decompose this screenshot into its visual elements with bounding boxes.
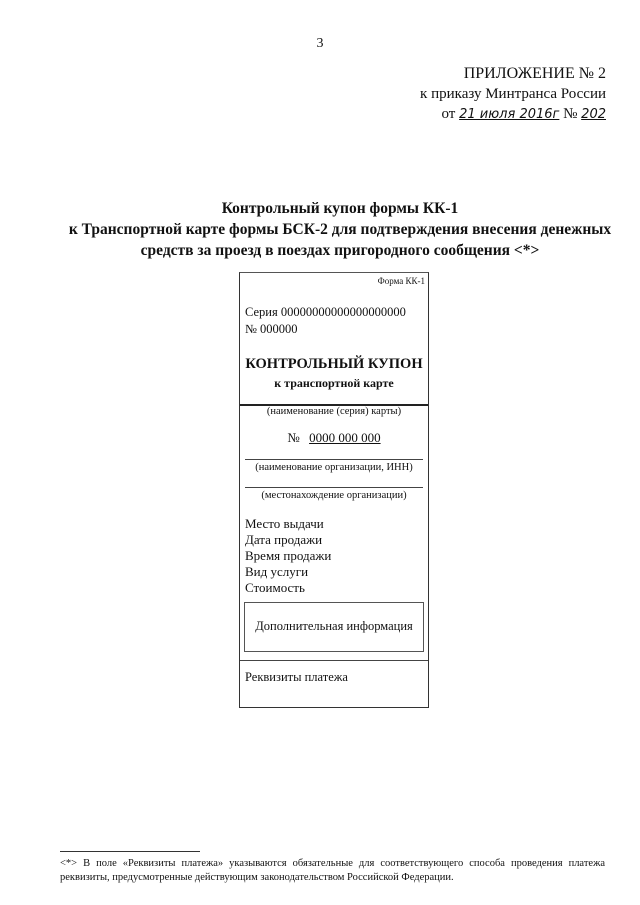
field-issue-place: Место выдачи: [245, 516, 324, 531]
footnote: <*> В поле «Реквизиты платежа» указываются обязательные для соответствующего способа проведения платежа реквизиты, предусмотренные действующим законодательством Российской Федерации.: [60, 858, 605, 883]
serial-block: [245, 304, 406, 338]
coupon-title: КОНТРОЛЬНЫЙ КУПОН: [245, 356, 423, 372]
field-sale-time: Время продажи: [245, 548, 332, 563]
payment-details-label: Реквизиты платежа: [245, 670, 348, 684]
coupon-form: [239, 272, 429, 708]
document-title-line-1: Контрольный купон формы КК-1: [221, 200, 459, 217]
org-location-caption: (местонахождение организации): [261, 490, 407, 501]
handwritten-number: 202: [581, 107, 606, 122]
org-name-caption: (наименование организации, ИНН): [255, 462, 413, 473]
field-list: [245, 516, 331, 596]
field-sale-date: Дата продажи: [245, 532, 323, 547]
appendix-header: [420, 64, 606, 125]
series-line: Серия 00000000000000000000: [245, 305, 406, 319]
card-number: 0000 000 000: [309, 430, 381, 445]
org-location-rule: [245, 487, 423, 488]
card-name-caption: (наименование (серия) карты): [266, 406, 402, 417]
coupon-title-block: [240, 355, 428, 393]
payment-divider: [240, 660, 428, 661]
appendix-order-line: к приказу Минтранса России: [420, 86, 606, 102]
appendix-date-line: [420, 104, 606, 125]
document-title-line-3: средств за проезд в поездах пригородного сообщения <*>: [140, 242, 540, 259]
card-number-line: [240, 430, 428, 446]
handwritten-date: 21 июля 2016г: [459, 107, 560, 122]
document-title: [40, 198, 640, 261]
org-name-rule: [245, 459, 423, 460]
number-prefix: №: [563, 106, 578, 122]
footnote-divider: [60, 851, 200, 852]
page-number: 3: [316, 36, 324, 51]
document-title-line-2: к Транспортной карте формы БСК-2 для подтверждения внесения денежных: [68, 221, 612, 238]
date-prefix: от: [441, 106, 456, 122]
form-code: Форма КК-1: [377, 276, 425, 286]
appendix-title: ПРИЛОЖЕНИЕ № 2: [463, 65, 606, 82]
card-number-prefix: №: [287, 430, 300, 445]
number-line: № 000000: [245, 322, 298, 336]
additional-info-box: [244, 602, 424, 652]
coupon-subtitle: к транспортной карте: [274, 376, 394, 390]
field-cost: Стоимость: [245, 580, 305, 595]
additional-info-label: Дополнительная информация: [255, 619, 413, 633]
field-service-type: Вид услуги: [245, 564, 309, 579]
